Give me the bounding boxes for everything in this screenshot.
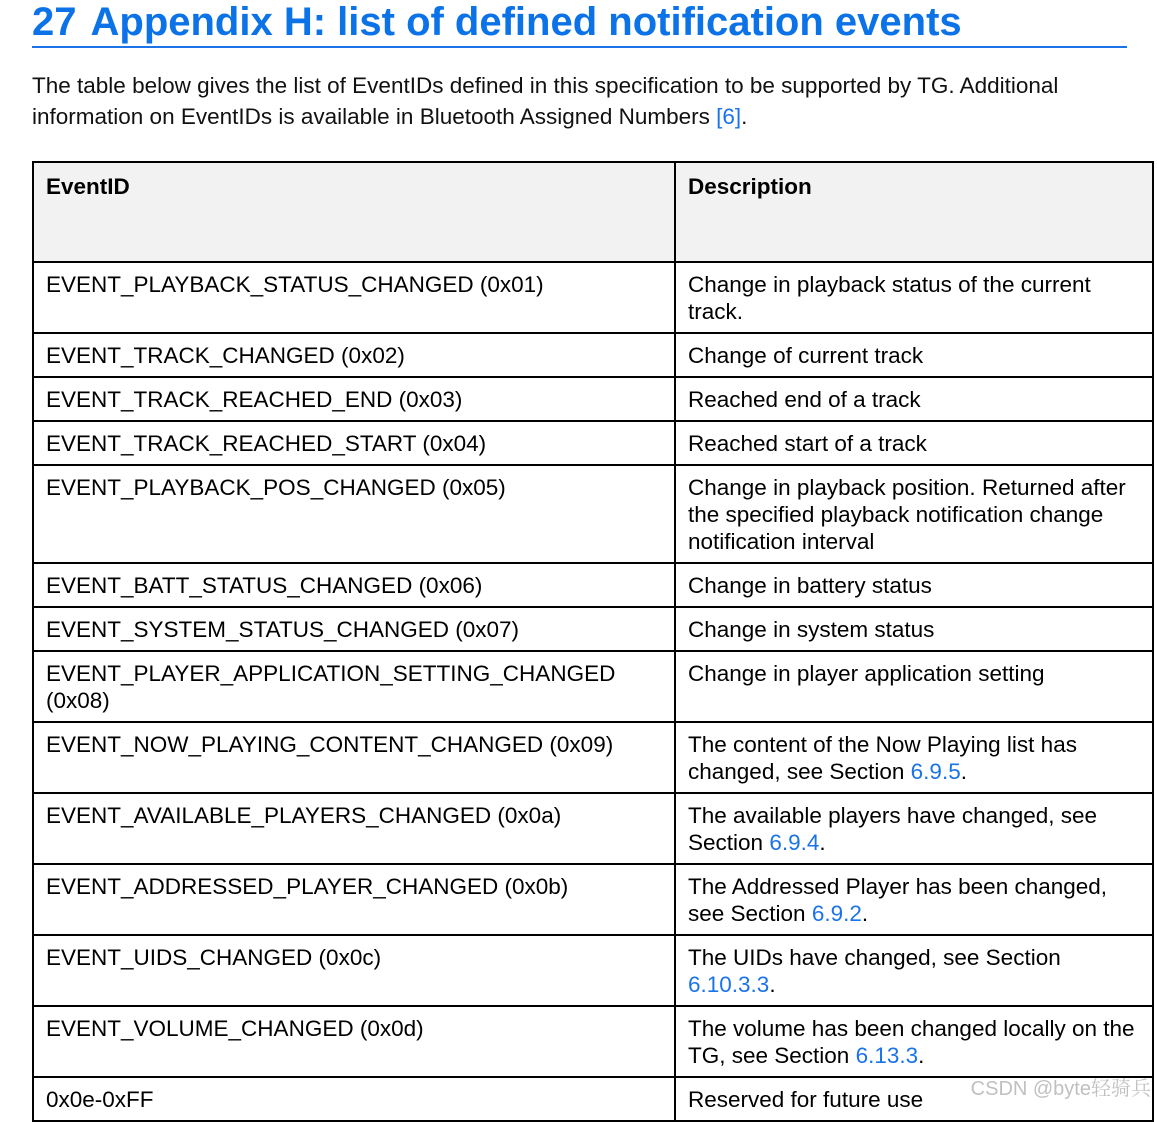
- description-tail: .: [918, 1043, 925, 1068]
- event-id-cell: EVENT_SYSTEM_STATUS_CHANGED (0x07): [33, 607, 675, 651]
- table-row: [33, 421, 1153, 465]
- description-text: The Addressed Player has been changed, see Section: [688, 874, 1108, 926]
- description-cell: [675, 563, 1153, 607]
- event-id-cell: EVENT_PLAYBACK_STATUS_CHANGED (0x01): [33, 262, 675, 333]
- event-id-cell: EVENT_UIDS_CHANGED (0x0c): [33, 935, 675, 1006]
- description-tail: .: [861, 901, 869, 926]
- table-row: [33, 793, 1153, 864]
- table-row: [33, 607, 1153, 651]
- description-cell: [675, 262, 1153, 333]
- table-header-row: [33, 162, 1153, 262]
- event-id-cell: 0x0e-0xFF: [33, 1077, 675, 1121]
- description-text: The content of the Now Playing list has changed, see Section: [688, 732, 1077, 784]
- event-id-cell: EVENT_AVAILABLE_PLAYERS_CHANGED (0x0a): [33, 793, 675, 864]
- description-text: The UIDs have changed, see Section: [688, 945, 1061, 970]
- intro-paragraph: [32, 70, 1132, 132]
- header-description: Description: [675, 162, 1153, 262]
- event-id-cell: EVENT_VOLUME_CHANGED (0x0d): [33, 1006, 675, 1077]
- intro-end: .: [741, 104, 748, 129]
- description-cell: [675, 607, 1153, 651]
- event-id-cell: EVENT_ADDRESSED_PLAYER_CHANGED (0x0b): [33, 864, 675, 935]
- table-row: [33, 563, 1153, 607]
- description-cell: [675, 722, 1153, 793]
- table-row: [33, 864, 1153, 935]
- description-text: Change in player application setting: [688, 661, 1045, 686]
- description-cell: [675, 935, 1153, 1006]
- description-text: Change in battery status: [688, 573, 932, 598]
- table-row: [33, 465, 1153, 563]
- section-title: Appendix H: list of defined notification events: [90, 0, 962, 44]
- description-cell: [675, 651, 1153, 722]
- description-text: Reserved for future use: [688, 1087, 924, 1112]
- table-row: [33, 1006, 1153, 1077]
- event-id-cell: EVENT_TRACK_CHANGED (0x02): [33, 333, 675, 377]
- event-id-cell: EVENT_PLAYBACK_POS_CHANGED (0x05): [33, 465, 675, 563]
- description-text: The available players have changed, see Section: [688, 803, 1098, 855]
- event-id-cell: EVENT_PLAYER_APPLICATION_SETTING_CHANGED (0x08): [33, 651, 675, 722]
- section-heading: [32, 0, 1127, 48]
- section-link[interactable]: 6.9.2: [811, 901, 862, 926]
- description-cell: [675, 793, 1153, 864]
- table-row: [33, 262, 1153, 333]
- description-text: Change in playback status of the current track.: [688, 272, 1091, 324]
- section-number: 27: [32, 0, 77, 44]
- section-link[interactable]: 6.9.5: [910, 759, 961, 784]
- section-link[interactable]: 6.9.4: [769, 830, 820, 855]
- table-row: [33, 722, 1153, 793]
- table-row: [33, 377, 1153, 421]
- event-id-cell: EVENT_NOW_PLAYING_CONTENT_CHANGED (0x09): [33, 722, 675, 793]
- reference-link[interactable]: [6]: [716, 104, 742, 129]
- description-text: Change in system status: [688, 617, 935, 642]
- intro-text: The table below gives the list of EventIDs defined in this specification to be supported by TG. Additional information on EventIDs is available in Bluetooth Assigned Numbers: [32, 73, 1059, 129]
- table-row: [33, 651, 1153, 722]
- description-text: Reached start of a track: [688, 431, 927, 456]
- event-id-cell: EVENT_TRACK_REACHED_END (0x03): [33, 377, 675, 421]
- description-cell: [675, 421, 1153, 465]
- table-row: [33, 935, 1153, 1006]
- description-cell: [675, 864, 1153, 935]
- table-row: [33, 333, 1153, 377]
- description-text: The volume has been changed locally on the TG, see Section: [688, 1016, 1135, 1068]
- section-link[interactable]: 6.13.3: [855, 1043, 919, 1068]
- description-cell: [675, 333, 1153, 377]
- description-text: Reached end of a track: [688, 387, 921, 412]
- description-text: Change of current track: [688, 343, 924, 368]
- description-cell: [675, 1006, 1153, 1077]
- header-event-id: EventID: [33, 162, 675, 262]
- description-cell: [675, 465, 1153, 563]
- description-cell: [675, 377, 1153, 421]
- description-tail: .: [769, 972, 776, 997]
- section-link[interactable]: 6.10.3.3: [688, 972, 770, 997]
- event-id-cell: EVENT_TRACK_REACHED_START (0x04): [33, 421, 675, 465]
- event-id-cell: EVENT_BATT_STATUS_CHANGED (0x06): [33, 563, 675, 607]
- description-text: Change in playback position. Returned after the specified playback notification change notification interval: [688, 475, 1126, 554]
- description-tail: .: [819, 830, 826, 855]
- event-table: [32, 161, 1154, 1122]
- watermark: CSDN @byte轻骑兵: [970, 1078, 1151, 1100]
- description-tail: .: [960, 759, 967, 784]
